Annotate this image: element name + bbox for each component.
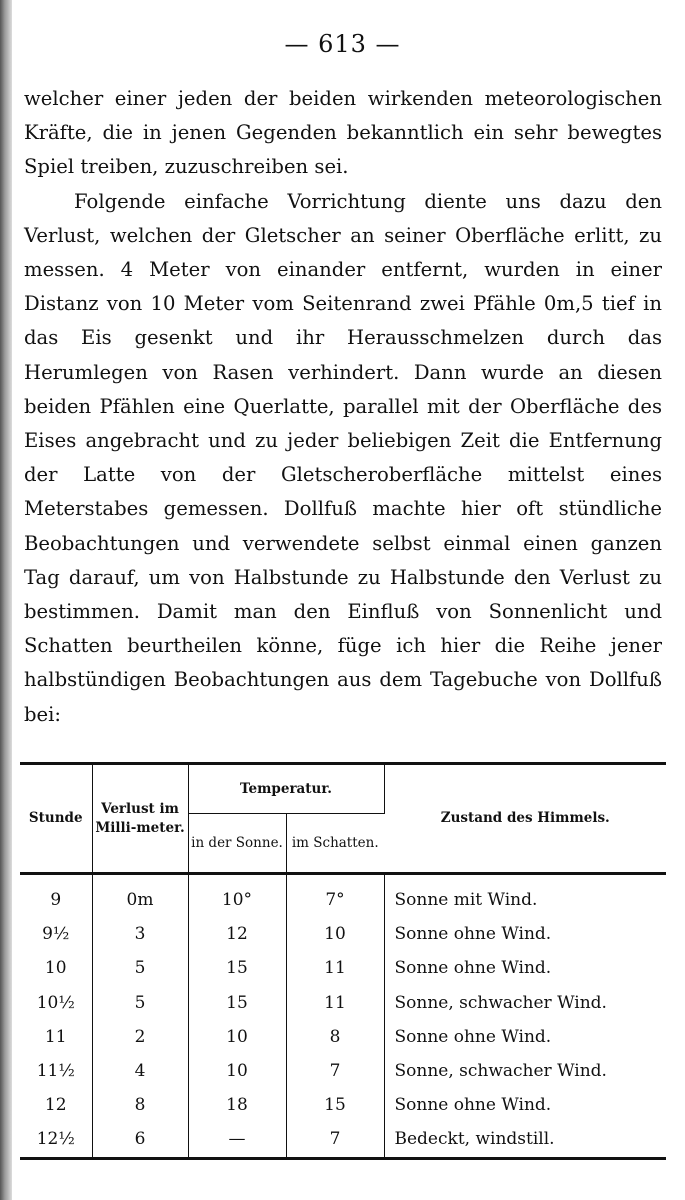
- cell-stunde: 9½: [20, 917, 92, 951]
- body-text: [24, 82, 662, 732]
- cell-sonne: 15: [188, 986, 286, 1020]
- table-row: [20, 874, 666, 918]
- cell-verlust: 4: [92, 1054, 188, 1088]
- table-row: [20, 1122, 666, 1158]
- cell-sonne: 10: [188, 1020, 286, 1054]
- table-row: [20, 1020, 666, 1054]
- cell-stunde: 9: [20, 874, 92, 918]
- cell-verlust: 3: [92, 917, 188, 951]
- cell-schatten: 8: [286, 1020, 384, 1054]
- observation-table: [20, 762, 666, 1160]
- cell-zustand: Sonne, schwacher Wind.: [394, 1061, 607, 1082]
- cell-schatten: 10: [286, 917, 384, 951]
- header-sonne: in der Sonne.: [188, 814, 286, 874]
- cell-sonne: 15: [188, 951, 286, 985]
- cell-zustand: Sonne, schwacher Wind.: [394, 992, 607, 1013]
- cell-verlust: 8: [92, 1088, 188, 1122]
- cell-verlust: 5: [92, 951, 188, 985]
- header-zustand: Zustand des Himmels.: [440, 810, 610, 826]
- cell-zustand: Sonne ohne Wind.: [394, 1095, 552, 1116]
- cell-schatten: 7: [286, 1122, 384, 1158]
- cell-sonne: 12: [188, 917, 286, 951]
- paragraph-method: Folgende einfache Vorrichtung diente uns dazu den Verlust, welchen der Gletscher an seiner Oberfläche erlitt, zu messen. 4 Meter von einander entfernt, wurden in einer Distanz von 10 Meter vom Seitenrand zwei Pfähle 0m,5 tief in das Eis gesenkt und ihr Herausschmelzen durch das Herumlegen von Rasen verhindert. Dann wurde an diesen beiden Pfählen eine Querlatte, parallel mit der Oberfläche des Eises angebracht und zu jeder beliebigen Zeit die Entfernung der Latte von der Gletscheroberfläche mittelst eines Meterstabes gemessen. Dollfuß machte hier oft stündliche Beobachtungen und verwendete selbst einmal einen ganzen Tag darauf, um von Halbstunde zu Halbstunde den Verlust zu bestimmen. Damit man den Einfluß von Sonnenlicht und Schatten beurtheilen könne, füge ich hier die Reihe jener halbstündigen Beobachtungen aus dem Tagebuche von Dollfuß bei:: [24, 189, 662, 726]
- table-body: [20, 874, 666, 1159]
- cell-sonne: 10: [188, 1054, 286, 1088]
- cell-zustand: Sonne ohne Wind.: [394, 958, 552, 979]
- cell-verlust: 6: [92, 1122, 188, 1158]
- cell-sonne: 18: [188, 1088, 286, 1122]
- cell-zustand: Bedeckt, windstill.: [394, 1129, 555, 1150]
- cell-schatten: 7: [286, 1054, 384, 1088]
- table-row: [20, 951, 666, 985]
- cell-schatten: 11: [286, 986, 384, 1020]
- cell-zustand: Sonne mit Wind.: [394, 890, 538, 911]
- cell-verlust: 0m: [92, 874, 188, 918]
- cell-schatten: 7°: [286, 874, 384, 918]
- cell-zustand: Sonne ohne Wind.: [394, 1026, 552, 1047]
- cell-schatten: 11: [286, 951, 384, 985]
- page-number: — 613 —: [284, 30, 401, 58]
- observation-table-wrapper: [20, 762, 666, 1160]
- header-temperatur: Temperatur.: [188, 764, 384, 814]
- cell-stunde: 12½: [20, 1122, 92, 1158]
- table-row: [20, 986, 666, 1020]
- cell-sonne: —: [188, 1122, 286, 1158]
- header-verlust: Verlust im Milli-meter.: [92, 764, 188, 874]
- table-row: [20, 1054, 666, 1088]
- paragraph-continuation: welcher einer jeden der beiden wirkenden meteorologischen Kräfte, die in jenen Gegenden bekanntlich ein sehr bewegtes Spiel treiben, zuzuschreiben sei.: [24, 87, 662, 179]
- header-schatten: im Schatten.: [286, 814, 384, 874]
- cell-zustand: Sonne ohne Wind.: [394, 924, 552, 945]
- cell-stunde: 11: [20, 1020, 92, 1054]
- cell-sonne: 10°: [188, 874, 286, 918]
- cell-stunde: 10: [20, 951, 92, 985]
- table-row: [20, 1088, 666, 1122]
- cell-schatten: 15: [286, 1088, 384, 1122]
- table-row: [20, 917, 666, 951]
- cell-verlust: 5: [92, 986, 188, 1020]
- header-stunde: Stunde: [20, 764, 92, 874]
- cell-verlust: 2: [92, 1020, 188, 1054]
- cell-stunde: 12: [20, 1088, 92, 1122]
- cell-stunde: 11½: [20, 1054, 92, 1088]
- cell-stunde: 10½: [20, 986, 92, 1020]
- page-binding-edge: [0, 0, 12, 1200]
